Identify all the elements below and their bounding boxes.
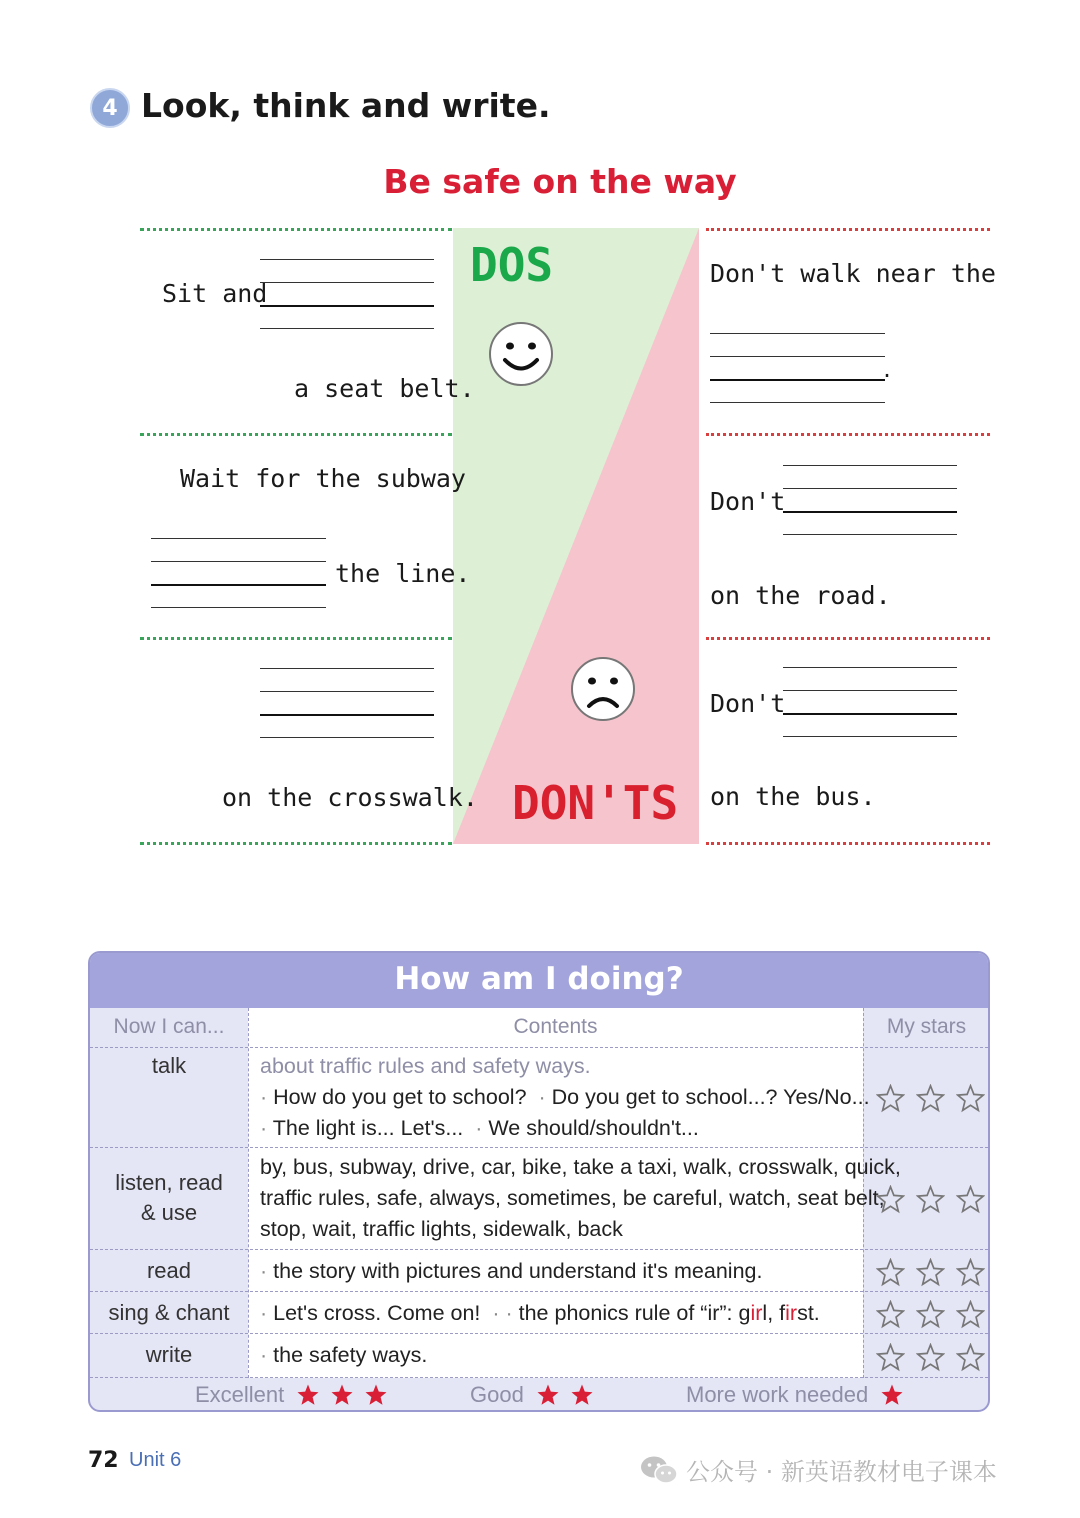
writing-line[interactable] (783, 488, 957, 489)
separator-dotted (140, 433, 452, 436)
wechat-icon (640, 1455, 678, 1485)
writing-line[interactable] (783, 465, 957, 466)
legend-more-work-needed: More work needed (686, 1382, 904, 1408)
content-text: traffic rules, safe, always, sometimes, be careful, watch, seat belt, (260, 1186, 885, 1210)
section-title: Be safe on the way (383, 162, 737, 201)
separator-dotted (140, 842, 452, 845)
writing-line[interactable] (151, 561, 326, 562)
star-outline-icon[interactable] (876, 1300, 905, 1329)
writing-line[interactable] (151, 584, 326, 586)
writing-line[interactable] (710, 402, 885, 403)
header-now-i-can: Now I can... (113, 1015, 225, 1038)
exercise-title: Look, think and write. (141, 86, 551, 125)
smiley-face-icon (488, 321, 554, 387)
row-content: · the safety ways. (260, 1343, 428, 1367)
star-outline-icon[interactable] (956, 1185, 985, 1214)
writing-line[interactable] (783, 534, 957, 535)
prompt-text: Don't walk near the (710, 259, 996, 288)
star-outline-icon[interactable] (876, 1084, 905, 1113)
star-filled-icon (330, 1383, 354, 1407)
star-outline-icon[interactable] (916, 1084, 945, 1113)
star-outline-icon[interactable] (956, 1258, 985, 1287)
prompt-text: the line. (335, 559, 471, 588)
skill-label: listen, read & use (115, 1170, 223, 1225)
writing-line[interactable] (783, 736, 957, 737)
unit-label: Unit 6 (129, 1449, 182, 1471)
star-outline-icon[interactable] (916, 1300, 945, 1329)
writing-line[interactable] (710, 356, 885, 357)
star-filled-icon (296, 1383, 320, 1407)
skill-label: write (145, 1342, 193, 1367)
writing-line[interactable] (783, 690, 957, 691)
prompt-text: on the crosswalk. (222, 783, 478, 812)
skill-label: read (146, 1258, 192, 1283)
sad-face-icon (570, 656, 636, 722)
prompt-text: Wait for the subway (180, 464, 466, 493)
separator-dotted (706, 433, 990, 436)
writing-line[interactable] (151, 607, 326, 608)
content-text: We should/shouldn't... (488, 1116, 699, 1140)
exercise-number-badge: 4 (90, 88, 130, 128)
prompt-text: on the road. (710, 581, 891, 610)
writing-line[interactable] (260, 691, 434, 692)
content-text: stop, wait, traffic lights, sidewalk, back (260, 1217, 623, 1241)
watermark: 公众号 · 新英语教材电子课本 (640, 1452, 997, 1487)
star-outline-icon[interactable] (916, 1185, 945, 1214)
star-rating[interactable] (876, 1300, 985, 1329)
writing-line[interactable] (783, 667, 957, 668)
writing-line[interactable] (260, 305, 434, 307)
writing-line[interactable] (783, 713, 957, 715)
star-outline-icon[interactable] (956, 1343, 985, 1372)
self-assessment-table (88, 951, 990, 1412)
row-content: about traffic rules and safety ways. · How do you get to school? · Do you get to school...? Yes/No... · The light is... Let's... · We should/shouldn't... (260, 1051, 870, 1144)
row-divider (90, 1047, 988, 1048)
content-text: the safety ways. (273, 1343, 428, 1367)
table-title: How am I doing? (90, 953, 988, 1008)
star-rating[interactable] (876, 1084, 985, 1113)
writing-line[interactable] (783, 511, 957, 513)
separator-dotted (140, 228, 452, 231)
row-divider (90, 1333, 988, 1334)
prompt-text: Don't (710, 689, 786, 718)
content-text: The light is... Let's... (272, 1116, 464, 1140)
content-intro: about traffic rules and safety ways. (260, 1054, 591, 1078)
star-rating[interactable] (876, 1343, 985, 1372)
writing-line[interactable] (260, 259, 434, 260)
donts-label: DON'TS (512, 776, 679, 830)
separator-dotted (706, 637, 990, 640)
star-rating[interactable] (876, 1185, 985, 1214)
content-text: the phonics rule of “ir”: (518, 1301, 739, 1325)
row-divider (90, 1377, 988, 1378)
row-content: · the story with pictures and understand it's meaning. (260, 1259, 763, 1283)
star-outline-icon[interactable] (956, 1084, 985, 1113)
content-text: the story with pictures and understand it's meaning. (273, 1259, 763, 1283)
prompt-text: . (881, 358, 894, 382)
row-divider (90, 1249, 988, 1250)
row-divider (90, 1147, 988, 1148)
prompt-text: Don't (710, 487, 786, 516)
star-filled-icon (536, 1383, 560, 1407)
dos-label: DOS (470, 238, 554, 292)
star-outline-icon[interactable] (916, 1258, 945, 1287)
row-divider (90, 1291, 988, 1292)
writing-line[interactable] (260, 282, 434, 283)
content-text: How do you get to school? (273, 1085, 527, 1109)
skill-label: sing & chant (108, 1300, 230, 1325)
row-content: · Let's cross. Come on! · · the phonics rule of “ir”: girl, first. (260, 1301, 820, 1325)
separator-dotted (140, 637, 452, 640)
star-filled-icon (570, 1383, 594, 1407)
writing-line[interactable] (151, 538, 326, 539)
star-outline-icon[interactable] (876, 1185, 905, 1214)
star-outline-icon[interactable] (876, 1258, 905, 1287)
content-text: Let's cross. Come on! (273, 1301, 481, 1325)
prompt-text: on the bus. (710, 782, 876, 811)
legend-excellent: Excellent (195, 1382, 388, 1408)
prompt-text: a seat belt. (294, 374, 475, 403)
page-number: 72 (88, 1448, 119, 1473)
writing-line[interactable] (710, 333, 885, 334)
column-divider (248, 1008, 249, 1378)
writing-line[interactable] (260, 328, 434, 329)
star-outline-icon[interactable] (876, 1343, 905, 1372)
header-contents: Contents (513, 1015, 598, 1038)
separator-dotted (706, 228, 990, 231)
star-rating[interactable] (876, 1258, 985, 1287)
prompt-text: Sit and (162, 279, 268, 308)
separator-dotted (706, 842, 990, 845)
row-content (260, 1152, 901, 1245)
content-text: Do you get to school...? Yes/No... (551, 1085, 870, 1109)
writing-line[interactable] (260, 714, 434, 716)
star-filled-icon (880, 1383, 904, 1407)
legend-good: Good (470, 1382, 594, 1408)
content-text: by, bus, subway, drive, car, bike, take a taxi, walk, crosswalk, quick, (260, 1155, 901, 1179)
star-filled-icon (364, 1383, 388, 1407)
star-outline-icon[interactable] (916, 1343, 945, 1372)
star-outline-icon[interactable] (956, 1300, 985, 1329)
header-my-stars: My stars (886, 1015, 967, 1038)
skill-label: talk (151, 1053, 187, 1078)
writing-line[interactable] (260, 737, 434, 738)
writing-line[interactable] (710, 379, 885, 381)
writing-line[interactable] (260, 668, 434, 669)
